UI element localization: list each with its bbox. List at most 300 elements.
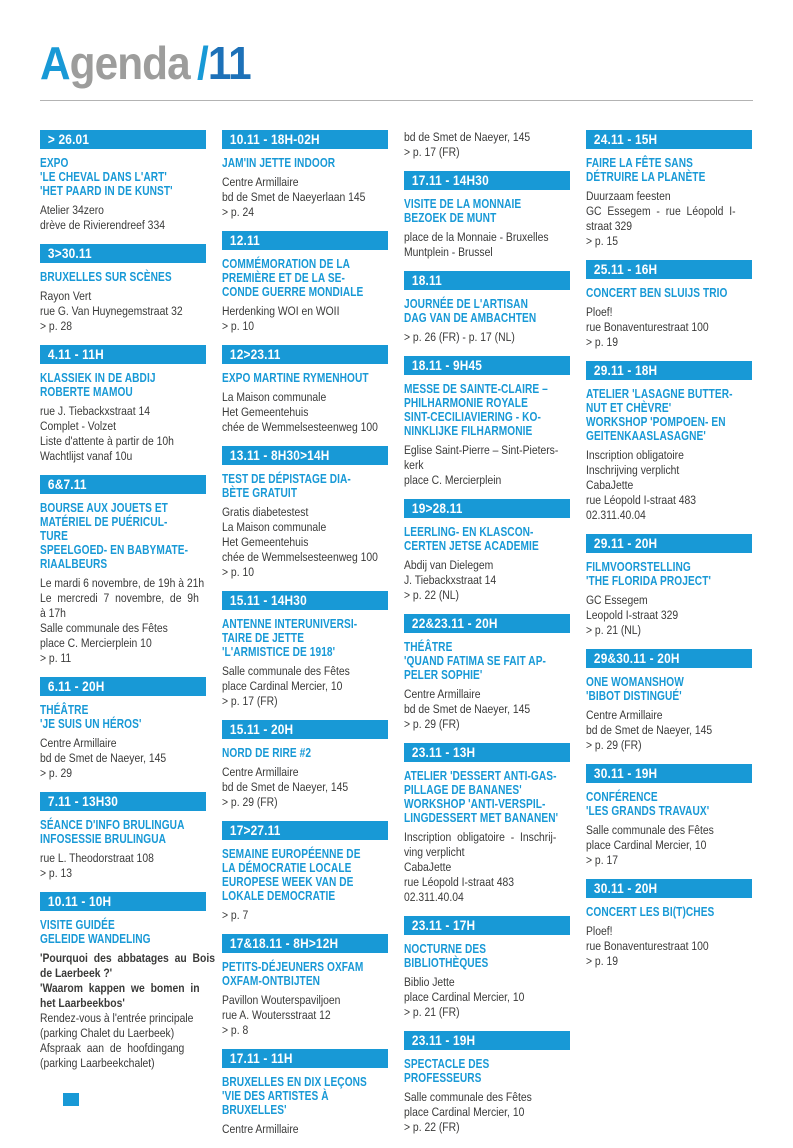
event-body-line: place Cardinal Mercier, 10	[404, 1105, 525, 1119]
event-title	[222, 847, 388, 903]
event-title-line: LINGDESSERT MET BANANEN'	[404, 810, 559, 825]
event-title	[40, 501, 206, 571]
event	[586, 764, 752, 868]
event-date-text: 17.11 - 11H	[229, 1051, 293, 1066]
event-date-badge	[222, 720, 388, 739]
event-date-text: 17&18.11 - 8H>12H	[229, 936, 339, 951]
event-body-line: place Cardinal Mercier, 10	[222, 679, 343, 693]
page-title-word: genda	[69, 37, 190, 89]
event-body-line: chée de Wemmelsesteenweg 100	[222, 550, 378, 564]
event-title-line: EXPO	[40, 155, 69, 170]
event-body-line: > p. 19	[586, 335, 618, 349]
event-body-line: bd de Smet de Naeyerlaan 145	[222, 190, 366, 204]
event-body-line: > p. 19	[586, 954, 618, 968]
page-title	[40, 36, 251, 90]
event-body-line: Atelier 34zero	[40, 203, 104, 217]
event-date-badge	[404, 916, 570, 935]
title-divider-rule	[40, 100, 753, 101]
event-date-badge	[222, 821, 388, 840]
event-body-line: Ploef!	[586, 924, 613, 938]
event-body-line: place Cardinal Mercier, 10	[404, 990, 525, 1004]
event-title-line: GEITENKAASLASAGNE'	[586, 428, 706, 443]
event-title-line: JAM'IN JETTE INDOOR	[222, 155, 336, 170]
event-date-text: 12.11	[229, 233, 260, 248]
event-body-line: Salle communale des Fêtes	[586, 823, 714, 837]
event-title-line: COMMÉMORATION DE LA	[222, 256, 351, 271]
event-title-line: DÉTRUIRE LA PLANÈTE	[586, 169, 706, 184]
event-title-line: MATÉRIEL DE PUÉRICUL-	[40, 514, 168, 529]
event	[404, 916, 570, 1020]
event	[40, 130, 206, 233]
event-title	[40, 918, 206, 946]
event-date-text: 24.11 - 15H	[593, 132, 658, 147]
event-body-line: Salle communale des Fêtes	[222, 664, 350, 678]
event-body-line: > p. 21 (FR)	[404, 1005, 460, 1019]
event-body-line: Centre Armillaire	[40, 736, 117, 750]
event	[222, 591, 388, 709]
event	[586, 130, 752, 249]
event	[222, 345, 388, 435]
event-date-badge	[586, 260, 752, 279]
event-body-line: Het Gemeentehuis	[222, 405, 309, 419]
event	[40, 677, 206, 781]
event-date-text: 3>30.11	[47, 246, 92, 261]
event	[222, 720, 388, 810]
event-date-badge	[222, 130, 388, 149]
event-body-line: GC Essegem - rue Léopold I-	[586, 204, 736, 218]
event	[404, 743, 570, 905]
event-body-line: het Laarbeekbos'	[40, 996, 125, 1010]
event-body-line: bd de Smet de Naeyer, 145	[404, 130, 531, 144]
event-title	[222, 472, 388, 500]
event-body-line: Centre Armillaire	[222, 765, 299, 779]
page-corner-marker	[63, 1093, 79, 1106]
event-title-line: VISITE DE LA MONNAIE	[404, 196, 522, 211]
event-body-line: bd de Smet de Naeyer, 145	[586, 723, 713, 737]
event-body-line: > p. 15	[586, 234, 618, 248]
event-body-line: Salle communale des Fêtes	[40, 621, 168, 635]
event-date-badge	[404, 171, 570, 190]
event-body-line: > p. 24	[222, 205, 254, 219]
event	[586, 260, 752, 350]
event-body-line: rue Léopold I-straat 483	[586, 493, 697, 507]
event-body-line: > p. 29 (FR)	[586, 738, 642, 752]
event-body-line: Le mercredi 7 novembre, de 9h	[40, 591, 199, 605]
event	[404, 356, 570, 488]
agenda-column-4	[586, 130, 752, 980]
event-title-line: INFOSESSIE BRULINGUA	[40, 831, 167, 846]
agenda-columns	[40, 130, 752, 1148]
event-body-line: > p. 22 (FR)	[404, 1120, 460, 1134]
event-title	[222, 257, 388, 299]
event-body-line: > p. 26 (FR) - p. 17 (NL)	[404, 330, 515, 344]
event-body-line: (parking Chalet du Laerbeek)	[40, 1026, 175, 1040]
event-body-line: de Laerbeek ?'	[40, 966, 113, 980]
event-body-line: Inschrijving verplicht	[586, 463, 680, 477]
event-date-text: 4.11 - 11H	[47, 347, 104, 362]
event-title-line: BRUXELLES EN DIX LEÇONS	[222, 1074, 367, 1089]
event-title	[40, 818, 206, 846]
event	[222, 1049, 388, 1137]
event-title-line: RIAALBEURS	[40, 556, 108, 571]
event-body-line: > p. 17 (FR)	[404, 145, 460, 159]
event-title	[222, 960, 388, 988]
event-body-line: rue Bonaventurestraat 100	[586, 320, 709, 334]
event-title-line: PILLAGE DE BANANES'	[404, 782, 522, 797]
event-title	[40, 270, 206, 284]
event-date-badge	[40, 792, 206, 811]
event-body-line: Salle communale des Fêtes	[404, 1090, 532, 1104]
event-title-line: EXPO MARTINE RYMENHOUT	[222, 370, 369, 385]
event	[404, 614, 570, 732]
event-body-line: rue L. Theodorstraat 108	[40, 851, 154, 865]
event-date-badge	[404, 271, 570, 290]
event-title	[404, 769, 570, 825]
event	[586, 361, 752, 523]
event-body-line: à 17h	[40, 606, 66, 620]
event-title-line: MESSE DE SAINTE-CLAIRE –	[404, 381, 548, 396]
event-body-line: Inscription obligatoire	[586, 448, 684, 462]
event-body-line: 02.311.40.04	[404, 890, 464, 904]
event-date-text: 17.11 - 14H30	[411, 173, 489, 188]
event-date-badge	[222, 345, 388, 364]
event-title-line: CERTEN JETSE ACADEMIE	[404, 538, 539, 553]
event-body-line: > p. 22 (NL)	[404, 588, 459, 602]
event-title	[586, 560, 752, 588]
event-title-line: CONFÉRENCE	[586, 789, 658, 804]
event-title	[40, 703, 206, 731]
event-date-text: 15.11 - 14H30	[229, 593, 307, 608]
event-body-line: CabaJette	[404, 860, 452, 874]
event-body-line: bd de Smet de Naeyer, 145	[40, 751, 167, 765]
event	[222, 821, 388, 923]
event-body-line: chée de Wemmelsesteenweg 100	[222, 420, 378, 434]
page-title-initial: A	[40, 37, 70, 89]
event-body-line: > p. 17	[586, 853, 618, 867]
event-title-line: PROFESSEURS	[404, 1070, 482, 1085]
event-date-text: 29.11 - 20H	[593, 536, 658, 551]
event-date-badge	[222, 1049, 388, 1068]
event-title-line: PHILHARMONIE ROYALE	[404, 395, 528, 410]
event-title-line: SPEELGOED- EN BABYMATE-	[40, 542, 189, 557]
event-body-line: drève de Rivierendreef 334	[40, 218, 165, 232]
event-title-line: OXFAM-ONTBIJTEN	[222, 973, 321, 988]
event-body-line: > p. 29 (FR)	[404, 717, 460, 731]
event-date-badge	[40, 244, 206, 263]
event-title-line: 'LES GRANDS TRAVAUX'	[586, 803, 710, 818]
event-title-line: BRUXELLES SUR SCÈNES	[40, 269, 172, 284]
event	[40, 345, 206, 464]
event	[40, 792, 206, 881]
event-date-text: 29.11 - 18H	[593, 363, 658, 378]
event-date-badge	[222, 934, 388, 953]
event-title	[222, 156, 388, 170]
page-title-issue: 11	[207, 37, 251, 89]
event-title-line: BEZOEK DE MUNT	[404, 210, 497, 225]
event-date-badge	[222, 591, 388, 610]
event-body-line: J. Tiebackxstraat 14	[404, 573, 497, 587]
event-body-line: GC Essegem	[586, 593, 648, 607]
event-date-badge	[40, 345, 206, 364]
event-body-line: Rayon Vert	[40, 289, 92, 303]
event-title-line: WORKSHOP 'POMPOEN- EN	[586, 414, 726, 429]
event	[222, 130, 388, 220]
event-body-line: Pavillon Wouterspaviljoen	[222, 993, 341, 1007]
event-title	[404, 1057, 570, 1085]
event	[40, 892, 215, 1071]
event-title	[222, 1075, 388, 1117]
event-body-line: rue Léopold I-straat 483	[404, 875, 515, 889]
event-body-line: > p. 17 (FR)	[222, 694, 278, 708]
event-title-line: VISITE GUIDÉE	[40, 917, 115, 932]
event-title	[404, 197, 570, 225]
event-body-line: Herdenking WOI en WOII	[222, 304, 340, 318]
event-title-line: TAIRE DE JETTE	[222, 630, 305, 645]
event-body-line: > p. 10	[222, 565, 254, 579]
event	[586, 879, 752, 969]
event-title-line: SEMAINE EUROPÉENNE DE	[222, 846, 361, 861]
event-title-line: CONCERT LES BI(T)CHES	[586, 904, 715, 919]
event-date-badge	[586, 534, 752, 553]
event-title-line: BRUXELLES'	[222, 1102, 287, 1117]
event-title-line: PELER SOPHIE'	[404, 667, 483, 682]
event-title	[404, 382, 570, 438]
event-date-text: 23.11 - 17H	[411, 918, 476, 933]
event	[222, 934, 388, 1038]
event-body-line: Eglise Saint-Pierre – Sint-Pieters-	[404, 443, 559, 457]
event-title-line: NOCTURNE DES	[404, 941, 487, 956]
event-title-line: ATELIER 'DESSERT ANTI-GAS-	[404, 768, 557, 783]
event-title-line: CONCERT BEN SLUIJS TRIO	[586, 285, 728, 300]
event-date-text: 30.11 - 19H	[593, 766, 658, 781]
event-title-line: WORKSHOP 'ANTI-VERSPIL-	[404, 796, 546, 811]
event-title	[404, 525, 570, 553]
event-title-line: LOKALE DEMOCRATIE	[222, 888, 336, 903]
event-title	[404, 297, 570, 325]
event-body-line: La Maison communale	[222, 390, 327, 404]
event-body-line: straat 329	[586, 219, 633, 233]
event-body-line: Le mardi 6 novembre, de 19h à 21h	[40, 576, 205, 590]
event-body-line: > p. 29	[40, 766, 72, 780]
event-body-line: place C. Mercierplein 10	[40, 636, 152, 650]
event	[222, 231, 388, 334]
event-date-text: 6&7.11	[47, 477, 87, 492]
event-date-text: 19>28.11	[411, 501, 463, 516]
event-body-line: rue A. Woutersstraat 12	[222, 1008, 331, 1022]
event-title-line: JOURNÉE DE L'ARTISAN	[404, 296, 528, 311]
event-date-text: 29&30.11 - 20H	[593, 651, 680, 666]
event-date-text: 23.11 - 13H	[411, 745, 476, 760]
event-title-line: GELEIDE WANDELING	[40, 931, 151, 946]
event-body-line: Centre Armillaire	[404, 687, 481, 701]
event-body-line: Centre Armillaire	[222, 1122, 299, 1136]
event-title-line: CONDE GUERRE MONDIALE	[222, 284, 364, 299]
event-title	[586, 286, 752, 300]
event-title-line: 'VIE DES ARTISTES À	[222, 1088, 329, 1103]
event-body-line: > p. 11	[40, 651, 72, 665]
event-body-line: 'Pourquoi des abbatages au Bois	[40, 951, 215, 965]
event-date-badge	[40, 892, 206, 911]
event-body-line: CabaJette	[586, 478, 634, 492]
event-body-line: Afspraak aan de hoofdingang	[40, 1041, 185, 1055]
event	[404, 171, 570, 260]
event	[40, 475, 206, 666]
event-date-text: 7.11 - 13H30	[47, 794, 119, 809]
event-title-line: BIBLIOTHÈQUES	[404, 955, 489, 970]
event-date-badge	[40, 130, 206, 149]
event-date-text: 6.11 - 20H	[47, 679, 105, 694]
event-date-text: 30.11 - 20H	[593, 881, 658, 896]
event-date-text: 18.11	[411, 273, 442, 288]
event-date-text: > 26.01	[47, 132, 90, 147]
event-title-line: 'HET PAARD IN DE KUNST'	[40, 183, 173, 198]
event-title-line: FAIRE LA FÊTE SANS	[586, 155, 693, 170]
event-body-line: Het Gemeentehuis	[222, 535, 309, 549]
event-body-line: > p. 13	[40, 866, 72, 880]
event-title-line: TURE	[40, 528, 68, 543]
event-date-text: 25.11 - 16H	[593, 262, 658, 277]
event	[404, 499, 570, 603]
event-title-line: 'THE FLORIDA PROJECT'	[586, 573, 711, 588]
event-body-line: > p. 8	[222, 1023, 249, 1037]
event-body-line: kerk	[404, 458, 424, 472]
event-title-line: SINT-CECILIAVIERING - KO-	[404, 409, 541, 424]
event-title-line: PETITS-DÉJEUNERS OXFAM	[222, 959, 364, 974]
event-body-line: > p. 10	[222, 319, 254, 333]
page-title-slash: /	[197, 37, 208, 89]
event-title-line: NUT ET CHÈVRE'	[586, 400, 672, 415]
event-date-text: 10.11 - 10H	[47, 894, 112, 909]
event-body-line: Centre Armillaire	[586, 708, 663, 722]
event-date-text: 22&23.11 - 20H	[411, 616, 498, 631]
event-title	[586, 675, 752, 703]
event	[40, 244, 206, 334]
event-body-line: bd de Smet de Naeyer, 145	[222, 780, 349, 794]
event-body-line: rue J. Tiebackxstraat 14	[40, 404, 150, 418]
event-date-badge	[586, 764, 752, 783]
event-body-line: La Maison communale	[222, 520, 327, 534]
event	[404, 130, 570, 160]
event-body-line: Duurzaam feesten	[586, 189, 671, 203]
event-date-badge	[404, 743, 570, 762]
event-date-badge	[222, 231, 388, 250]
event-title-line: SPECTACLE DES	[404, 1056, 490, 1071]
event-title-line: LA DÉMOCRATIE LOCALE	[222, 860, 352, 875]
event-title-line: 'L'ARMISTICE DE 1918'	[222, 644, 336, 659]
event-date-badge	[404, 356, 570, 375]
event-title	[586, 905, 752, 919]
event-body-line: place de la Monnaie - Bruxelles	[404, 230, 549, 244]
event-title-line: BÈTE GRATUIT	[222, 485, 298, 500]
event-title	[222, 371, 388, 385]
event	[586, 534, 752, 638]
event-title-line: LEERLING- EN KLASCON-	[404, 524, 534, 539]
event-body-line: Liste d'attente à partir de 10h	[40, 434, 174, 448]
event-body-line: place Cardinal Mercier, 10	[586, 838, 707, 852]
event-title-line: ONE WOMANSHOW	[586, 674, 684, 689]
event-title	[586, 790, 752, 818]
event-date-text: 17>27.11	[229, 823, 281, 838]
event-body-line: Gratis diabetestest	[222, 505, 309, 519]
event	[404, 1031, 570, 1135]
event-date-text: 13.11 - 8H30>14H	[229, 448, 330, 463]
event-body-line: Rendez-vous à l'entrée principale	[40, 1011, 194, 1025]
event-body-line: rue G. Van Huynegemstraat 32	[40, 304, 183, 318]
event-date-text: 12>23.11	[229, 347, 281, 362]
event-body-line: ving verplicht	[404, 845, 465, 859]
event-title	[40, 371, 206, 399]
event-body-line: Centre Armillaire	[222, 175, 299, 189]
event-title-line: THÉÂTRE	[404, 639, 453, 654]
event-title-line: DAG VAN DE AMBACHTEN	[404, 310, 537, 325]
event-title-line: FILMVOORSTELLING	[586, 559, 691, 574]
event-title-line: NORD DE RIRE #2	[222, 745, 312, 760]
event-date-text: 15.11 - 20H	[229, 722, 294, 737]
event-title	[586, 156, 752, 184]
event-body-line: Abdij van Dielegem	[404, 558, 494, 572]
event-date-text: 23.11 - 19H	[411, 1033, 476, 1048]
event-title-line: TEST DE DÉPISTAGE DIA-	[222, 471, 351, 486]
event-body-line: Leopold I-straat 329	[586, 608, 679, 622]
event-title-line: 'BIBOT DISTINGUÉ'	[586, 688, 682, 703]
event-title	[404, 640, 570, 682]
event-title-line: 'QUAND FATIMA SE FAIT AP-	[404, 653, 547, 668]
event	[404, 271, 570, 345]
event-title-line: NINKLIJKE FILHARMONIE	[404, 423, 533, 438]
event-body-line: place C. Mercierplein	[404, 473, 502, 487]
event-body-line: Muntplein - Brussel	[404, 245, 493, 259]
event-body-line: Wachtlijst vanaf 10u	[40, 449, 133, 463]
event	[222, 446, 388, 580]
event-body-line: > p. 21 (NL)	[586, 623, 641, 637]
event-title	[404, 942, 570, 970]
event-body-line: Inscription obligatoire - Inschrij-	[404, 830, 557, 844]
event-date-badge	[404, 1031, 570, 1050]
event-title-line: ATELIER 'LASAGNE BUTTER-	[586, 386, 733, 401]
event-date-text: 18.11 - 9H45	[411, 358, 483, 373]
event-title	[222, 746, 388, 760]
event-date-badge	[404, 499, 570, 518]
event-body-line: Ploef!	[586, 305, 613, 319]
event-title-line: SÉANCE D'INFO BRULINGUA	[40, 817, 185, 832]
agenda-column-3	[404, 130, 570, 1146]
event-date-badge	[222, 446, 388, 465]
event-date-badge	[40, 677, 206, 696]
event-title-line: 'JE SUIS UN HÉROS'	[40, 716, 142, 731]
event-date-badge	[40, 475, 206, 494]
event-date-badge	[586, 361, 752, 380]
event-title	[586, 387, 752, 443]
event-body-line: 'Waarom kappen we bomen in	[40, 981, 200, 995]
event-body-line: > p. 28	[40, 319, 72, 333]
event-body-line: Biblio Jette	[404, 975, 455, 989]
event-body-line: 02.311.40.04	[586, 508, 646, 522]
event-body-line: > p. 29 (FR)	[222, 795, 278, 809]
event-title	[222, 617, 388, 659]
event-date-badge	[404, 614, 570, 633]
event-date-badge	[586, 649, 752, 668]
event	[586, 649, 752, 753]
event-date-badge	[586, 879, 752, 898]
event-title-line: ROBERTE MAMOU	[40, 384, 133, 399]
event-body-line: rue Bonaventurestraat 100	[586, 939, 709, 953]
event-title-line: BOURSE AUX JOUETS ET	[40, 500, 168, 515]
event-title-line: EUROPESE WEEK VAN DE	[222, 874, 354, 889]
event-date-badge	[586, 130, 752, 149]
event-title	[40, 156, 206, 198]
event-title-line: ANTENNE INTERUNIVERSI-	[222, 616, 358, 631]
event-body-line: bd de Smet de Naeyer, 145	[404, 702, 531, 716]
